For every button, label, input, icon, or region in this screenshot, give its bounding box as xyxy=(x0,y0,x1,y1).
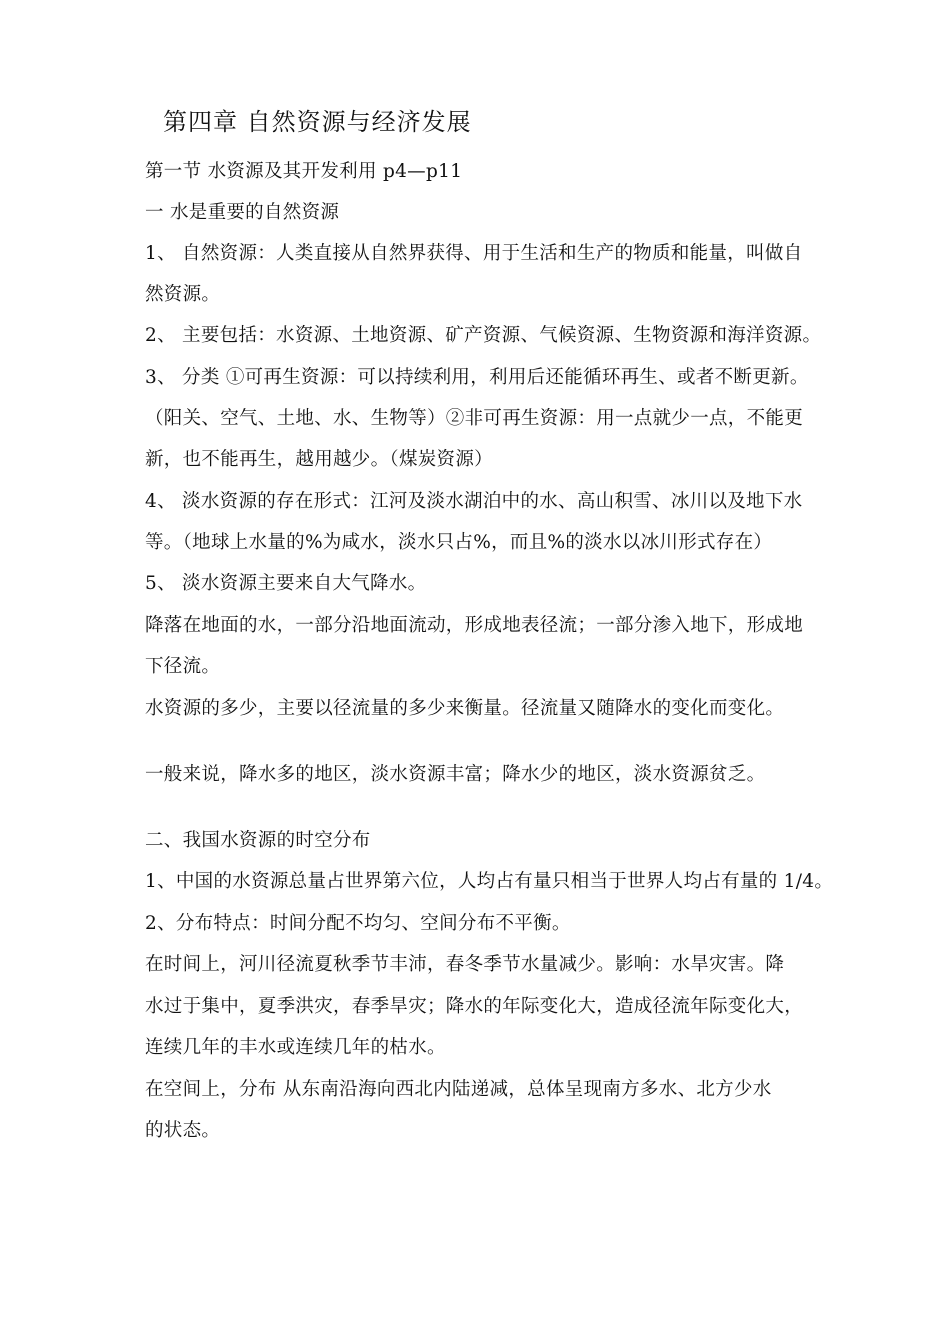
paragraph-line: 连续几年的丰水或连续几年的枯水。 xyxy=(145,1037,446,1058)
paragraph-line: 下径流。 xyxy=(145,656,221,677)
paragraph-line: 1、 自然资源：人类直接从自然界获得、用于生活和生产的物质和能量，叫做自 xyxy=(145,243,803,264)
paragraph-line: 新，也不能再生，越用越少。（煤炭资源） xyxy=(145,449,493,470)
paragraph-line: 然资源。 xyxy=(145,284,221,305)
paragraph-line: 1、中国的水资源总量占世界第六位，人均占有量只相当于世界人均占有量的 1/4。 xyxy=(145,871,834,892)
paragraph-line: 3、 分类 ①可再生资源：可以持续利用，利用后还能循环再生、或者不断更新。 xyxy=(145,367,809,388)
section-heading: 第一节 水资源及其开发利用 p4—p11 xyxy=(145,161,463,182)
paragraph-line: 的状态。 xyxy=(145,1120,221,1141)
subsection-heading: 一 水是重要的自然资源 xyxy=(145,202,340,223)
chapter-title: 第四章 自然资源与经济发展 xyxy=(163,108,472,136)
paragraph-line: 2、 主要包括：水资源、土地资源、矿产资源、气候资源、生物资源和海洋资源。 xyxy=(145,325,822,346)
paragraph-line: （阳关、空气、土地、水、生物等）②非可再生资源：用一点就少一点，不能更 xyxy=(145,408,804,429)
paragraph-line: 一般来说，降水多的地区，淡水资源丰富；降水少的地区，淡水资源贫乏。 xyxy=(145,764,766,785)
paragraph-line: 水资源的多少，主要以径流量的多少来衡量。径流量又随降水的变化而变化。 xyxy=(145,698,785,719)
paragraph-line: 降落在地面的水，一部分沿地面流动，形成地表径流；一部分渗入地下，形成地 xyxy=(145,615,804,636)
paragraph-line: 水过于集中，夏季洪灾，春季旱灾；降水的年际变化大，造成径流年际变化大， xyxy=(145,996,804,1017)
paragraph-line: 4、 淡水资源的存在形式：江河及淡水湖泊中的水、高山积雪、冰川以及地下水 xyxy=(145,491,803,512)
paragraph-line: 在时间上，河川径流夏秋季节丰沛，春冬季节水量减少。影响：水旱灾害。降 xyxy=(145,954,785,975)
subsection-heading: 二、我国水资源的时空分布 xyxy=(145,830,371,851)
paragraph-line: 在空间上，分布 从东南沿海向西北内陆递减，总体呈现南方多水、北方少水 xyxy=(145,1079,772,1100)
paragraph-line: 等。（地球上水量的%为咸水，淡水只占%，而且%的淡水以冰川形式存在） xyxy=(145,532,773,553)
paragraph-line: 5、 淡水资源主要来自大气降水。 xyxy=(145,573,427,594)
paragraph-line: 2、分布特点：时间分配不均匀、空间分布不平衡。 xyxy=(145,913,571,934)
